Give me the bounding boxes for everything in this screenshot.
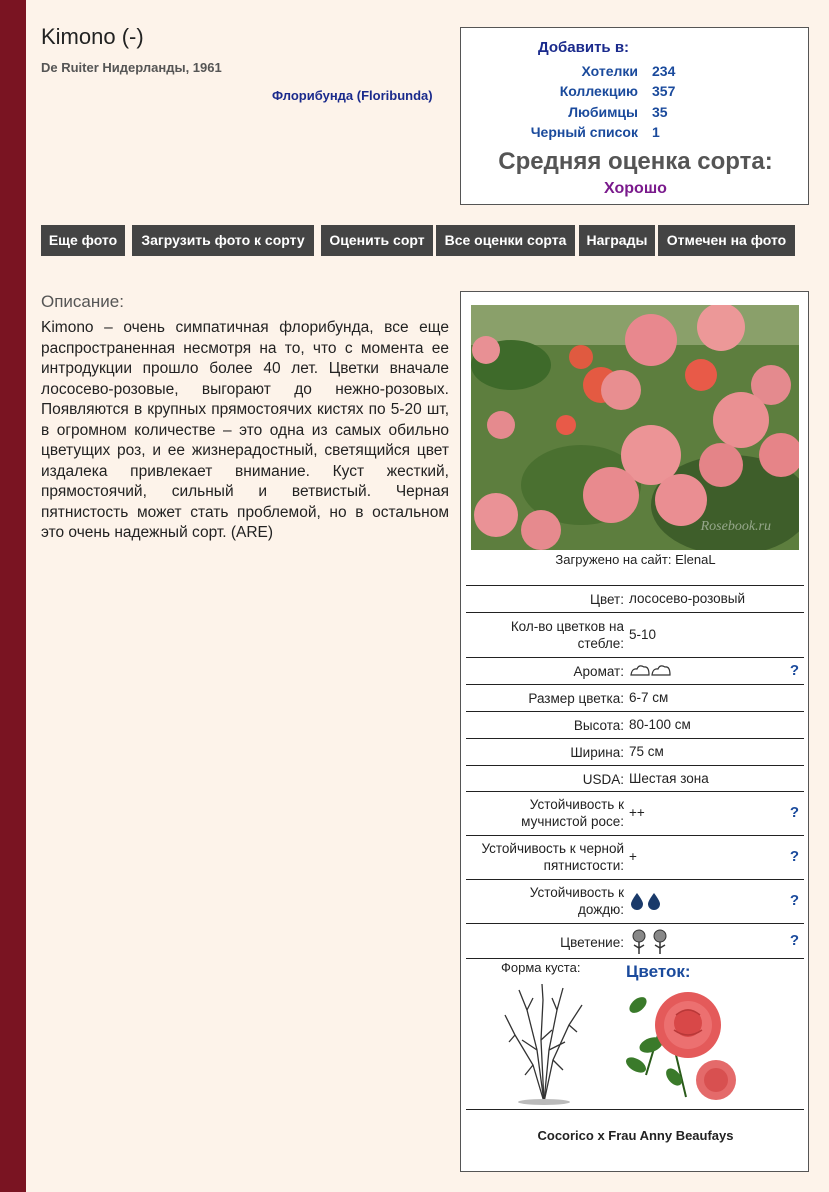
property-row-flowers-per-stem: [466, 612, 804, 657]
property-label: Кол-во цветков на стебле:: [510, 619, 624, 651]
property-value: 80-100 см: [629, 717, 691, 732]
stat-row-blacklist[interactable]: [461, 124, 810, 144]
average-rating-value: Хорошо: [604, 180, 667, 197]
stat-label[interactable]: Коллекцию: [559, 83, 638, 99]
stat-value: 35: [652, 104, 668, 120]
more-photos-button[interactable]: Еще фото: [41, 225, 125, 256]
description-text: Kimono – очень симпатичная флорибунда, все еще распространенная несмотря на то, что с момента ее интродукции прошло более 40 лет. Цветки вначале лососево-розовые, выгорают до нежно-розовых. Появляются в крупных прямостоячих кистях по 5-20 шт, в огромном количестве – это одна из самых обильно цветущих роз, и ее жизнерадостный, светящийся цвет издалека привлекает внимание. Куст жесткий, прямостоячий, сильный и ветвистый. Черная пятнистость может стать проблемой, но в остальном это очень надежный сорт. (ARE): [41, 319, 449, 541]
help-icon[interactable]: ?: [789, 848, 799, 865]
awards-button[interactable]: Награды: [579, 225, 655, 256]
stat-value: 234: [652, 63, 676, 79]
rose-class-link[interactable]: Флорибунда (Floribunda): [272, 88, 433, 103]
rose-title: Kimono (-): [41, 24, 144, 49]
property-label: Устойчивость к черной пятнистости:: [481, 841, 624, 873]
stat-label[interactable]: Черный список: [530, 124, 638, 140]
rate-variety-button[interactable]: Оценить сорт: [321, 225, 433, 256]
property-row-width: [466, 738, 804, 765]
flower-label: Цветок:: [626, 962, 691, 981]
left-sidebar-stripe: [0, 0, 26, 1192]
upload-caption: Загружено на сайт: ElenaL: [555, 552, 716, 567]
photo-watermark: Rosebook.ru: [700, 519, 771, 534]
property-row-rain-resistance: [466, 879, 804, 923]
property-label: Ширина:: [570, 745, 624, 760]
rose-photo[interactable]: [471, 305, 799, 550]
add-to-label: Добавить в:: [538, 39, 630, 56]
property-label: Устойчивость к мучнистой росе:: [521, 797, 624, 829]
property-value: 6-7 см: [629, 690, 669, 705]
stat-label[interactable]: Хотелки: [581, 63, 638, 79]
average-rating-title: Средняя оценка сорта:: [498, 148, 773, 175]
divider: [466, 958, 804, 959]
property-row-color: [466, 585, 804, 612]
property-label: Аромат:: [573, 664, 624, 679]
help-icon[interactable]: ?: [789, 892, 799, 909]
stat-label[interactable]: Любимцы: [568, 104, 638, 120]
bush-shape-image: [497, 980, 592, 1110]
property-label: Устойчивость к дождю:: [529, 885, 624, 917]
property-row-height: [466, 711, 804, 738]
property-value: лососево-розовый: [629, 591, 746, 606]
property-value: 75 см: [629, 744, 664, 759]
property-label: Цветение:: [560, 935, 624, 950]
help-icon[interactable]: ?: [789, 804, 799, 821]
help-icon[interactable]: ?: [789, 662, 799, 679]
property-value: 5-10: [629, 627, 657, 642]
breeder-info: De Ruiter Нидерланды, 1961: [41, 60, 222, 75]
scent-icon: [629, 662, 673, 681]
stat-value: 357: [652, 83, 676, 99]
stats-box: [460, 27, 809, 205]
property-row-scent: [466, 657, 804, 684]
tagged-in-photo-button[interactable]: Отмечен на фото: [658, 225, 795, 256]
upload-photo-button[interactable]: Загрузить фото к сорту: [132, 225, 314, 256]
raindrop-icon: [629, 892, 663, 913]
property-value: +: [629, 849, 637, 864]
property-row-usda: [466, 765, 804, 791]
property-row-mildew-resistance: [466, 791, 804, 835]
help-icon[interactable]: ?: [789, 932, 799, 949]
flower-image: [626, 985, 741, 1110]
bloom-icon: [629, 928, 673, 959]
property-row-blackspot-resistance: [466, 835, 804, 879]
property-value: ++: [629, 805, 645, 820]
property-label: Цвет:: [589, 592, 624, 607]
stat-row-collection[interactable]: [461, 83, 810, 103]
info-box: [460, 291, 809, 1172]
property-row-flower-size: [466, 684, 804, 711]
description-heading: Описание:: [41, 292, 124, 311]
property-label: Размер цветка:: [528, 691, 624, 706]
property-label: USDA:: [582, 772, 624, 787]
property-row-blooming: [466, 923, 804, 959]
property-value: Шестая зона: [629, 771, 709, 786]
property-label: Высота:: [573, 718, 624, 733]
bush-shape-label: Форма куста:: [501, 960, 581, 975]
stat-row-wishlist[interactable]: [461, 63, 810, 83]
parentage-text: Cocorico x Frau Anny Beaufays: [537, 1128, 734, 1143]
divider: [466, 1109, 804, 1110]
stat-value: 1: [652, 124, 660, 140]
all-ratings-button[interactable]: Все оценки сорта: [436, 225, 575, 256]
stat-row-favorites[interactable]: [461, 104, 810, 124]
